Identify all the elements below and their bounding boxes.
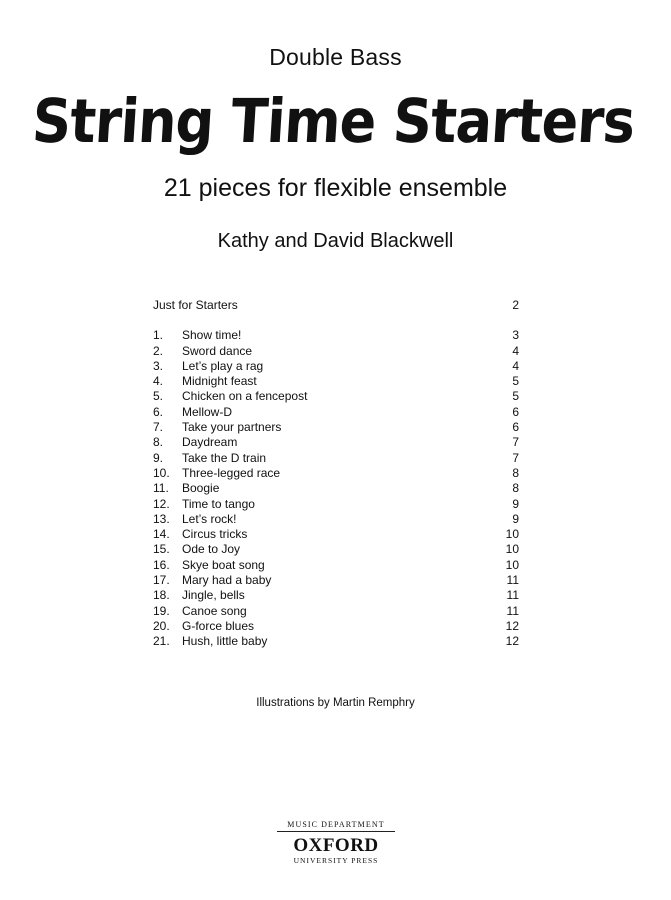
toc-row	[153, 512, 519, 527]
toc-number: 13.	[153, 511, 170, 526]
toc-page-number: 11	[506, 573, 519, 588]
toc-number: 8.	[153, 435, 164, 450]
toc-number: 19.	[153, 603, 170, 618]
toc-row	[153, 359, 519, 374]
toc-number: 9.	[153, 450, 164, 465]
toc-number: 14.	[153, 527, 170, 542]
table-of-contents	[153, 298, 519, 650]
toc-title: Skye boat song	[182, 557, 265, 572]
toc-title: Take your partners	[182, 420, 282, 435]
toc-page-number: 4	[512, 358, 519, 373]
toc-title: Show time!	[182, 328, 242, 343]
toc-page-number: 8	[512, 481, 519, 496]
toc-title: Mellow-D	[182, 404, 233, 419]
toc-items-list	[153, 328, 519, 649]
toc-number: 1.	[153, 328, 164, 343]
publisher-name: OXFORD	[293, 835, 379, 856]
toc-page-number: 8	[512, 465, 519, 480]
toc-number: 6.	[153, 404, 164, 419]
toc-number: 16.	[153, 557, 170, 572]
toc-title: Canoe song	[182, 603, 247, 618]
toc-row	[153, 558, 519, 573]
toc-page-number: 9	[512, 496, 519, 511]
toc-row	[153, 619, 519, 634]
toc-page-number: 12	[505, 618, 519, 633]
toc-title: Jingle, bells	[182, 588, 245, 603]
toc-page-number: 11	[506, 603, 519, 618]
toc-page-number: 10	[505, 542, 519, 557]
toc-row	[153, 588, 519, 603]
toc-number: 11.	[153, 481, 169, 496]
toc-title: Time to tango	[182, 496, 255, 511]
publisher-press: UNIVERSITY PRESS	[293, 856, 379, 865]
toc-number: 18.	[153, 588, 170, 603]
toc-title: Boogie	[182, 481, 220, 496]
toc-intro-row	[153, 298, 519, 313]
toc-title: Three-legged race	[182, 465, 281, 480]
toc-number: 21.	[153, 634, 170, 649]
instrument-name: Double Bass	[269, 44, 402, 70]
toc-number: 5.	[153, 389, 164, 404]
toc-intro-title: Just for Starters	[153, 298, 238, 312]
toc-title: Take the D train	[182, 450, 267, 465]
toc-number: 15.	[153, 542, 170, 557]
toc-number: 12.	[153, 496, 170, 511]
toc-row	[153, 497, 519, 512]
toc-page-number: 10	[505, 527, 519, 542]
toc-page-number: 4	[512, 343, 519, 358]
toc-page-number: 6	[512, 404, 519, 419]
toc-row	[153, 542, 519, 557]
toc-number: 4.	[153, 374, 164, 389]
toc-page-number: 7	[512, 435, 519, 450]
toc-row	[153, 344, 519, 359]
toc-title: Daydream	[182, 435, 238, 450]
toc-page-number: 5	[512, 374, 519, 389]
toc-page-number: 6	[512, 420, 519, 435]
toc-row	[153, 573, 519, 588]
toc-page-number: 9	[512, 511, 519, 526]
book-title: String Time Starters	[30, 86, 637, 157]
authors: Kathy and David Blackwell	[217, 230, 454, 252]
toc-row	[153, 405, 519, 420]
toc-row	[153, 527, 519, 542]
toc-title: Ode to Joy	[182, 542, 241, 557]
toc-row	[153, 466, 519, 481]
toc-title: Mary had a baby	[182, 573, 272, 588]
toc-row	[153, 451, 519, 466]
toc-title: G-force blues	[182, 618, 255, 633]
toc-row	[153, 374, 519, 389]
toc-number: 17.	[153, 573, 170, 588]
toc-page-number: 12	[505, 634, 519, 649]
book-subtitle: 21 pieces for flexible ensemble	[163, 174, 508, 202]
toc-row	[153, 389, 519, 404]
toc-title: Sword dance	[182, 343, 253, 358]
toc-number: 2.	[153, 343, 164, 358]
toc-number: 10.	[153, 465, 170, 480]
toc-page-number: 3	[512, 328, 519, 343]
publisher-department: MUSIC DEPARTMENT	[277, 820, 395, 832]
toc-title: Midnight feast	[182, 374, 257, 389]
toc-title: Let’s rock!	[182, 511, 237, 526]
toc-row	[153, 435, 519, 450]
toc-row	[153, 481, 519, 496]
toc-number: 20.	[153, 618, 170, 633]
toc-title: Let’s play a rag	[182, 358, 264, 373]
toc-row	[153, 634, 519, 649]
illustrator-credit: Illustrations by Martin Remphry	[256, 697, 415, 709]
toc-title: Chicken on a fencepost	[182, 389, 308, 404]
toc-intro-page: 2	[512, 298, 519, 312]
publisher-logo	[277, 820, 395, 865]
toc-number: 7.	[153, 420, 164, 435]
toc-number: 3.	[153, 358, 164, 373]
toc-page-number: 11	[506, 588, 519, 603]
toc-page-number: 5	[512, 389, 519, 404]
toc-row	[153, 328, 519, 343]
toc-title: Circus tricks	[182, 527, 248, 542]
toc-row	[153, 604, 519, 619]
toc-page-number: 10	[505, 557, 519, 572]
toc-row	[153, 420, 519, 435]
toc-title: Hush, little baby	[182, 634, 268, 649]
toc-page-number: 7	[512, 450, 519, 465]
